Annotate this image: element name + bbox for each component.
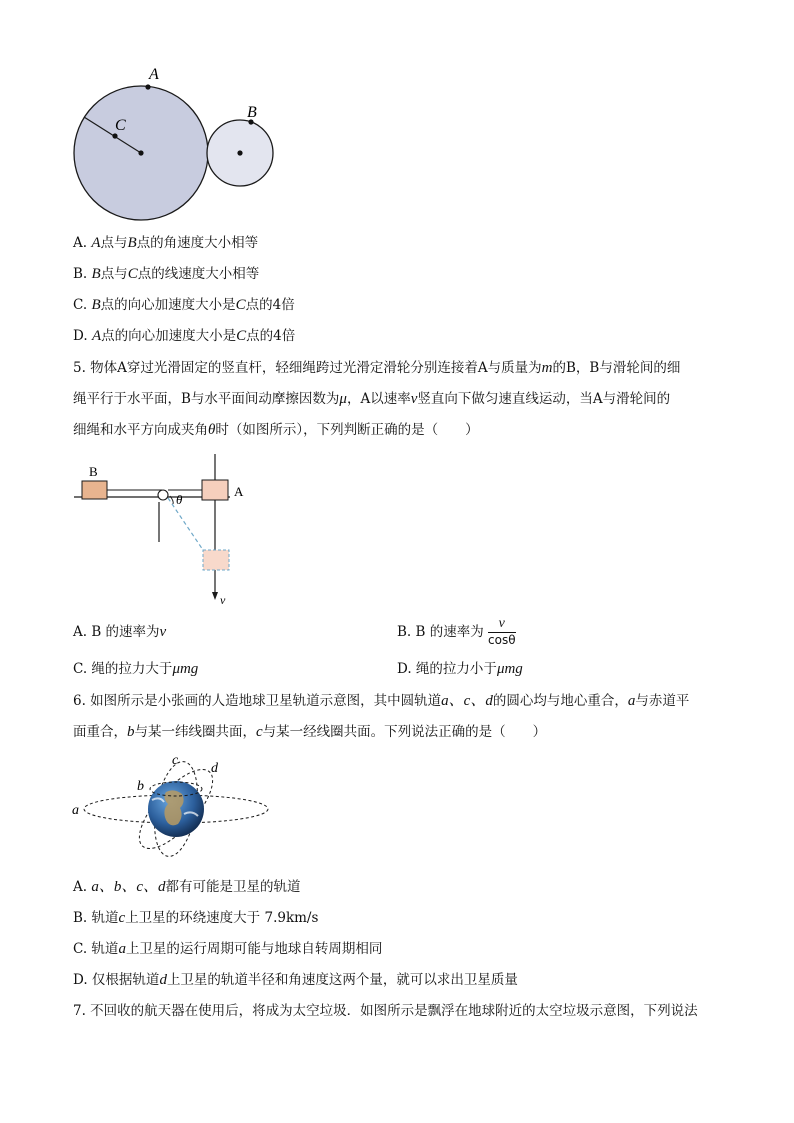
q5-option-c: C. 绳的拉力大于μmg (73, 661, 199, 677)
label-orbit-b: b (137, 779, 144, 794)
label-orbit-c: c (172, 753, 179, 768)
label-v: v (220, 593, 226, 607)
label-a: A (234, 484, 244, 499)
q6-stem-line1: 6. 如图所示是小张画的人造地球卫星轨道示意图，其中圆轨道a、c、d的圆心均与地心重合，a与赤道平 (73, 693, 690, 709)
point-a-dot (145, 84, 150, 89)
label-orbit-a: a (72, 803, 79, 818)
point-c-dot (112, 133, 117, 138)
label-theta: θ (176, 492, 183, 507)
q6-option-d: D. 仅根据轨道d上卫星的轨道半径和角速度这两个量，就可以求出卫星质量 (73, 972, 518, 988)
center-large-dot (138, 150, 143, 155)
label-b: B (247, 104, 257, 121)
q5-stem-line1: 5. 物体A穿过光滑固定的竖直杆，轻细绳跨过光滑定滑轮分别连接着A与质量为m的B，B与滑轮间的细 (73, 360, 681, 376)
q5-option-b: B. B 的速率为 $\frac{v}{\cos\theta}$ (397, 616, 516, 647)
q4-option-b: B. B点与C点的线速度大小相等 (73, 266, 260, 282)
wheels-diagram (60, 60, 290, 230)
q6-stem-line2: 面重合，b与某一纬线圈共面，c与某一经线圈共面。下列说法正确的是（ ） (73, 724, 547, 740)
block-b (82, 481, 107, 499)
q5-option-d: D. 绳的拉力小于μmg (397, 661, 523, 677)
q6-option-c: C. 轨道a上卫星的运行周期可能与地球自转周期相同 (73, 941, 383, 957)
q6-option-b: B. 轨道c上卫星的环绕速度大于 7.9km/s (73, 910, 319, 926)
rope-dashed (168, 498, 203, 550)
velocity-fraction: $\frac{v}{\cos\theta}$ (488, 616, 516, 647)
velocity-arrow (212, 592, 218, 600)
label-b: B (89, 464, 98, 479)
q5-stem-line2: 绳平行于水平面，B与水平面间动摩擦因数为μ，A以速率v竖直向下做匀速直线运动，当A与滑轮间的 (73, 391, 671, 407)
label-orbit-d: d (211, 761, 218, 776)
q4-option-a: A. A点与B点的角速度大小相等 (73, 235, 259, 251)
q4-option-c: C. B点的向心加速度大小是C点的4倍 (73, 297, 295, 313)
q5-option-a: A. B 的速率为v (73, 624, 167, 640)
q4-option-d: D. A点的向心加速度大小是C点的4倍 (73, 328, 296, 344)
q7-stem-line1: 7. 不回收的航天器在使用后，将成为太空垃圾．如图所示是飘浮在地球附近的太空垃圾示意图，下列说法 (73, 1003, 698, 1019)
block-a (202, 480, 228, 500)
q6-option-a: A. a、b、c、d都有可能是卫星的轨道 (73, 879, 301, 895)
pulley-diagram (70, 452, 270, 608)
label-a: A (149, 66, 159, 83)
q5-stem-line3: 细绳和水平方向成夹角θ时（如图所示），下列判断正确的是（ ） (73, 422, 479, 438)
center-small-dot (237, 150, 242, 155)
label-c: C (115, 117, 126, 134)
pulley (158, 490, 168, 500)
orbits-diagram (66, 752, 276, 862)
block-a-moved (203, 550, 229, 570)
